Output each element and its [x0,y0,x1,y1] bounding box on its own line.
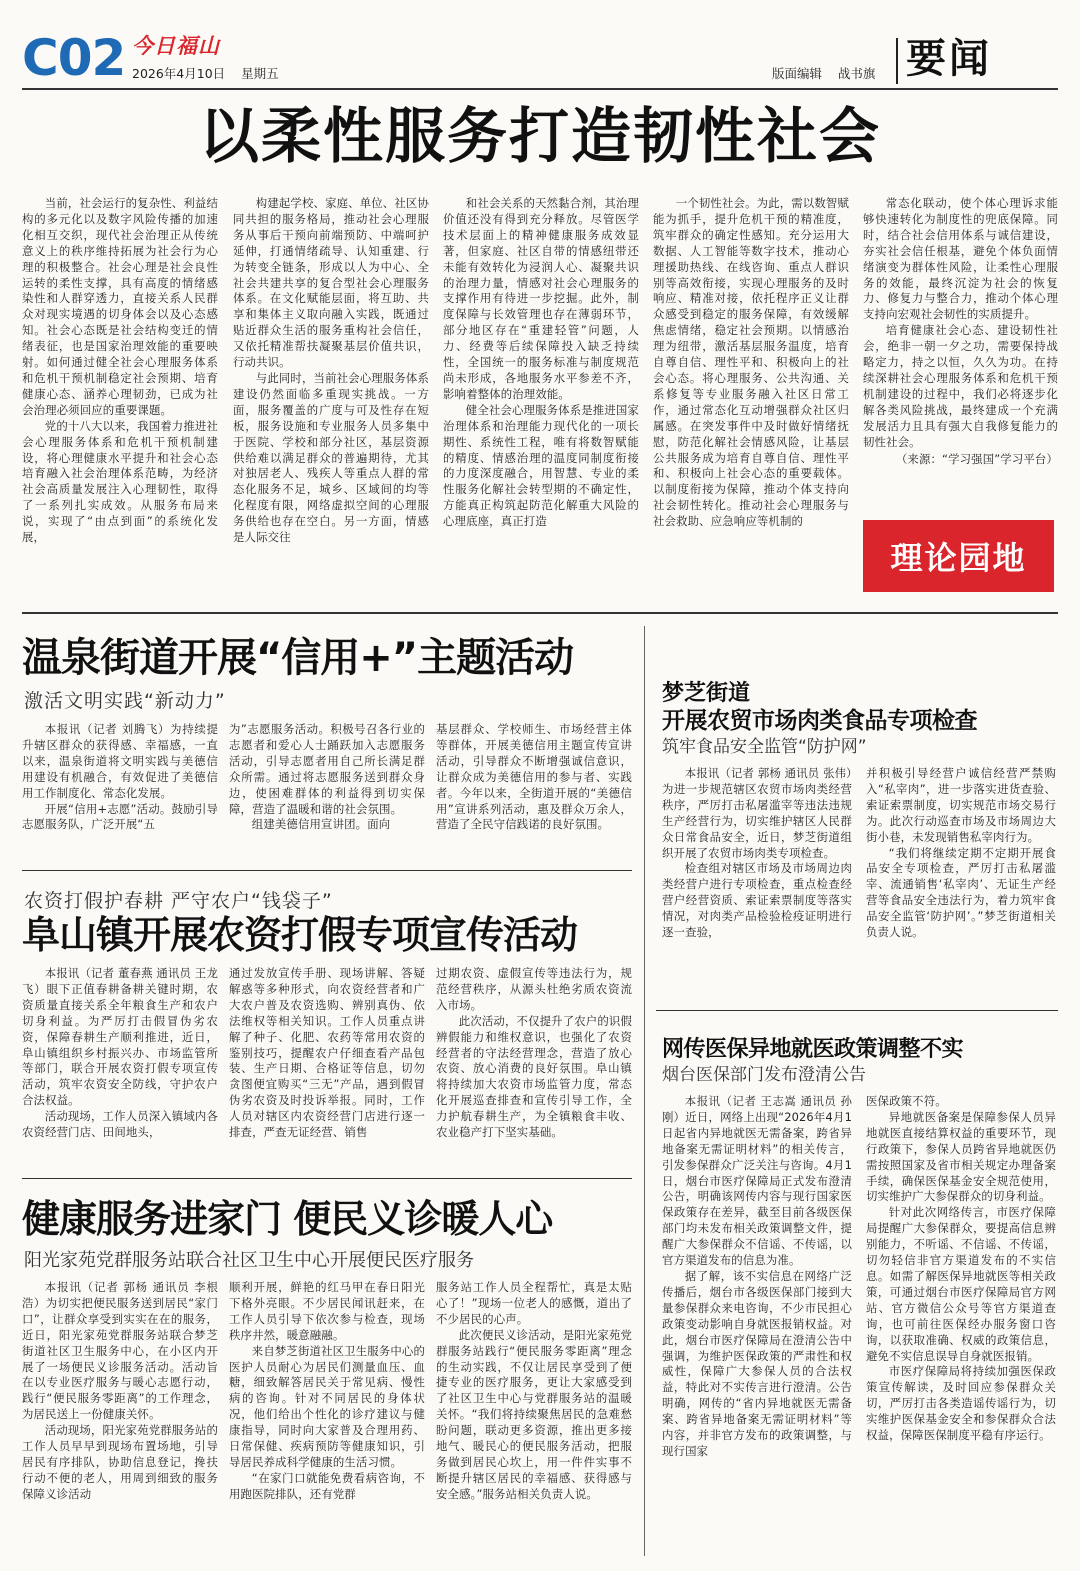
date-text: 2026年4月10日 [132,66,226,81]
a1-subtitle: 激活文明实践“新动力” [24,690,226,712]
paragraph: 过期农资、虚假宣传等违法行为，规范经营秩序，从源头杜绝劣质农资流入市场。 [436,966,632,1012]
paragraph: 检查组对辖区市场及市场周边肉类经营户进行专项检查，重点检查经营户经营资质、索证索票制度等落实情况，对肉类产品检验检疫证明进行逐一查验， [662,861,852,940]
b2-col-2 [866,1094,1056,1444]
theory-tag-text: 理论园地 [890,539,1027,577]
paragraph: 活动现场，工作人员深入镇域内各农资经营门店、田间地头， [22,1109,218,1140]
paragraph: 来自梦芝街道社区卫生服务中心的医护人员耐心为居民们测量血压、血糖，细致解答居民关于常见病、慢性病的咨询。针对不同居民的身体状况，他们给出个性化的诊疗建议与健康指导，同时向大家普及合理用药、日常保健、疾病预防等健康知识，引导居民养成科学健康的生活习惯。 [229,1343,425,1469]
editor-label: 版面编辑 [772,66,823,81]
a2-col-3 [436,966,632,1141]
paragraph: 此次活动，不仅提升了农户的识假辨假能力和维权意识，也强化了农资经营者的守法经营理念，营造了放心农资、放心消费的良好氛围。阜山镇将持续加大农资市场监管力度，常态化开展巡查排查和宣传引导工作，全力护航春耕生产，为全镇粮食丰收、农业稳产打下坚实基础。 [436,1013,632,1140]
a1-col-3 [436,722,632,833]
a2-col-2 [229,966,425,1141]
paragraph: 一个韧性社会。为此，需以数智赋能为抓手，提升危机干预的精准度，筑牢群众的确定性感知。充分运用大数据、人工智能等数字技术，推动心理援助热线、在线咨询、重点人群识别等高效衔接，实现心理服务的及时响应、精准对接，依托程序正义让群众感受到稳定的服务保障，有效缓解焦虑情绪，稳定社会预期。以情感治理为纽带，激活基层服务温度，培育自尊自信、理性平和、积极向上的社会心态。将心理服务、公共沟通、关系修复等专业服务融入社区日常工作，通过常态化互动增强群众社区归属感。在突发事件中及时做好情绪抚慰，防范化解社会情感风险，让基层公共服务成为培育自尊自信、理性平和、积极向上社会心态的重要载体。以制度衔接为保障，推动个体支持向社会韧性转化。推动社会心理服务与社会救助、应急响应等机制的 [653,196,849,529]
paragraph: 基层群众、学校师生、市场经营主体等群体，开展美德信用主题宣传宣讲活动，引导群众不断增强诚信意识，让群众成为美德信用的参与者、实践者。今年以来，全街道开展的“美德信用”宣讲系列活动，惠及群众万余人，营造了全民守信践诺的良好氛围。 [436,722,632,832]
paragraph: 据了解，该不实信息在网络广泛传播后，烟台市各级医保部门接到大量参保群众来电咨询，不少市民担心政策变动影响自身就医报销权益。对此，烟台市医疗保障局在澄清公告中强调，为维护医保政策的严肃性和权威性，保障广大参保人员的合法权益，特此对不实传言进行澄清。公告明确，网传的“省内异地就医无需备案、跨省异地备案无需证明材料”等内容，并非官方发布的政策调整，与现行国家 [662,1268,852,1458]
masthead-rule [22,88,1058,90]
a1-title: 温泉街道开展“信用+”主题活动 [22,635,574,681]
issue-date [132,64,279,82]
paragraph: 异地就医备案是保障参保人员异地就医直接结算权益的重要环节，现行政策下，参保人员跨省异地就医仍需按照国家及省市相关规定办理备案手续，确保医保基金安全规范使用，切实维护广大参保群众的切身利益。 [866,1109,1056,1204]
a1-col-2 [229,722,425,833]
weekday-text: 星期五 [241,66,279,81]
paragraph: 与此同时，当前社会心理服务体系建设仍然面临多重现实挑战。一方面，服务覆盖的广度与可及性存在短板，服务设施和专业服务人员多集中于医院、学校和部分社区，基层资源供给难以满足群众的普遍期待，尤其对独居老人、残疾人等重点人群的常态化服务不足，城乡、区域间的均等化程度有限，网络虚拟空间的心理服务供给也存在空白。另一方面，情感是人际交往 [233,370,429,545]
paragraph: 和社会关系的天然黏合剂，其治理价值还没有得到充分释放。尽管医学技术层面上的精神健康服务成效显著，但家庭、社区自带的情感纽带还未能有效转化为浸润人心、凝聚共识的治理力量，情感对社会心理服务的支撑作用有待进一步挖掘。此外，制度保障与长效管理也存在薄弱环节，部分地区存在“重建轻管”问题，人力、经费等后续保障投入缺乏持续性，全国统一的服务标准与制度规范尚未形成，各地服务水平参差不齐，影响着整体的治理效能。 [443,196,639,401]
page-code: C02 [22,29,126,87]
b1-title-line-1: 梦芝街道 [662,681,751,706]
a3-title: 健康服务进家门 便民义诊暖人心 [22,1197,553,1241]
b1-col-1 [662,766,852,941]
paragraph: 本报讯（记者 刘腾飞）为持续提升辖区群众的获得感、幸福感，一直以来，温泉街道将文明实践与美德信用建设有机融合，有效促进了美德信用工作制度化、常态化发展。 [22,722,218,800]
source-note: （来源：“学习强国”学习平台） [895,451,1058,466]
a2-kicker: 农资打假护春耕 严守农户“钱袋子” [24,890,333,912]
a3-col-1 [22,1280,218,1503]
theory-col-1 [22,196,218,546]
paragraph: 培育健康社会心态、建设韧性社会，绝非一朝一夕之功，需要保持战略定力，持之以恒，久久为功。在持续深耕社会心理服务体系和危机干预机制建设的过程中，我们必将逐步化解各类风险挑战，最终建成一个充满发展活力且具有强大自我修复能力的韧性社会。 [863,323,1058,449]
b2-subtitle: 烟台医保部门发布澄清公告 [662,1065,866,1085]
a3-col-2 [229,1280,425,1503]
b1-col-2 [866,766,1056,941]
theory-col-5 [863,196,1058,467]
paragraph: 常态化联动，使个体心理诉求能够快速转化为制度性的兜底保障。同时，结合社会信用体系与诚信建设，夯实社会信任根基，避免个体负面情绪演变为群体性风险，让柔性心理服务的效能，最终沉淀为社会的恢复力、修复力与整合力，推动个体心理支持向宏观社会韧性的实质提升。 [863,196,1058,322]
paragraph: 本报讯（记者 王志嵩 通讯员 孙刚）近日，网络上出现“2026年4月1日起省内异地就医无需备案，跨省异地备案无需证明材料”的相关传言，引发参保群众广泛关注与咨询。4月1日，烟台市医疗保障局正式发布澄清公告，明确该网传内容与现行国家医保政策存在差异，截至目前各级医保部门均未发布相关政策调整文件，提醒广大参保群众不信谣、不传谣，以官方渠道发布的信息为准。 [662,1094,852,1268]
paragraph: 本报讯（记者 郭杨 通讯员 李根浩）为切实把便民服务送到居民“家门口”，让群众享受到实实在在的服务，近日，阳光家苑党群服务站联合梦芝街道社区卫生服务中心，在小区内开展了一场便民义诊服务活动。活动旨在以专业医疗服务与暖心志愿行动，践行“便民服务零距离”的工作理念，为居民送上一份健康关怀。 [22,1280,218,1422]
theory-col-4 [653,196,849,530]
paragraph: “在家门口就能免费看病咨询，不用跑医院排队，还有党群 [229,1470,425,1501]
paragraph: 顺利开展，鲜艳的红马甲在春日阳光下格外亮眼。不少居民闻讯赶来，在工作人员引导下依次参与检查，现场秩序井然，暖意融融。 [229,1280,425,1342]
a2-col-1 [22,966,218,1141]
section-rule [22,612,1058,614]
a3-col-3 [436,1280,632,1503]
a2-title: 阜山镇开展农资打假专项宣传活动 [22,913,578,957]
left-rule-2 [22,1178,632,1179]
theory-col-3 [443,196,639,530]
paper-logo: 今日福山 [132,33,220,58]
paragraph: 党的十八大以来，我国着力推进社会心理服务体系和危机干预机制建设，将心理健康水平提升和社会心态培育融入社会治理体系范畴，为经济社会高质量发展注入心理韧性，取得了一系列扎实成效。从服务布局来说，实现了“由点到面”的系统化发展， [22,418,218,545]
section-label: 要闻 [906,36,992,82]
paragraph: 并积极引导经营户诚信经营严禁购入“私宰肉”，进一步落实进货查验、索证索票制度，切实规范市场交易行为。此次行动巡查市场及市场周边大街小巷，未发现销售私宰肉行为。 [866,766,1056,844]
paragraph: 通过发放宣传手册、现场讲解、答疑解惑等多种形式，向农资经营者和广大农户普及农资选购、辨别真伪、依法维权等相关知识。工作人员重点讲解了种子、化肥、农药等常用农资的鉴别技巧，提醒农户仔细查看产品包装、生产日期、合格证等信息，切勿贪图便宜购买“三无”产品，遇到假冒伪劣农资及时投诉举报。同时，工作人员对辖区内农资经营门店进行逐一排查，严查无证经营、销售 [229,966,425,1140]
paragraph: 开展“信用+志愿”活动。鼓励引导志愿服务队，广泛开展“五 [22,801,218,832]
paragraph: 此次便民义诊活动，是阳光家苑党群服务站践行“便民服务零距离”理念的生动实践，不仅让居民享受到了便捷专业的医疗服务，更让大家感受到了社区卫生中心与党群服务站的温暖关怀。“我们将持续聚焦居民的急难愁盼问题，联动更多资源，推出更多接地气、暖民心的便民服务活动，把服务做到居民心坎上，用一件件实事不断提升辖区居民的幸福感、获得感与安全感。”服务站相关负责人说。 [436,1327,632,1501]
paragraph: 活动现场，阳光家苑党群服务站的工作人员早早到现场布置场地，引导居民有序排队，协助信息登记，搀扶行动不便的老人，用周到细致的服务保障义诊活动 [22,1423,218,1501]
paragraph: 本报讯（记者 董春燕 通讯员 王龙飞）眼下正值春耕备耕关键时期，农资质量直接关系全年粮食生产和农户切身利益。为严厉打击假冒伪劣农资，保障春耕生产顺利推进，近日，阜山镇组织乡村振兴办、市场监管所等部门，联合开展农资打假专项宣传活动，筑牢农资安全防线，守护农户合法权益。 [22,966,218,1108]
paragraph: 组建美德信用宣讲团。面向 [251,817,391,832]
paragraph: 市医疗保障局将持续加强医保政策宣传解读，及时回应参保群众关切，严厉打击各类造谣传谣行为，切实维护医保基金安全和参保群众合法权益，保障医保制度平稳有序运行。 [866,1364,1056,1443]
b2-col-1 [662,1094,852,1460]
editor-name: 战书旗 [837,66,876,81]
theory-col-2 [233,196,429,546]
b2-title: 网传医保异地就医政策调整不实 [662,1037,964,1062]
b1-title-line-2: 开展农贸市场肉类食品专项检查 [662,708,977,734]
paragraph: 本报讯（记者 郭杨 通讯员 张伟）为进一步规范辖区农贸市场肉类经营秩序，严厉打击私屠滥宰等违法违规生产经营行为，切实维护辖区人民群众日常食品安全，近日，梦芝街道组织开展了农贸市场肉类专项检查。 [662,766,852,860]
paragraph: “我们将继续定期不定期开展食品安全专项检查，严厉打击私屠滥宰、流通销售‘私宰肉’、无证生产经营等食品安全违法行为，着力筑牢食品安全监管‘防护网’。”梦芝街道相关负责人说。 [866,845,1056,940]
paragraph: 健全社会心理服务体系是推进国家治理体系和治理能力现代化的一项长期性、系统性工程，唯有将数智赋能的精度、情感治理的温度同制度衔接的力度深度融合，用智慧、专业的柔性服务化解社会转型期的不确定性，方能真正构筑起防范化解重大风险的心理底座，真正打造 [443,402,639,529]
paragraph: 为”志愿服务活动。积极号召各行业的志愿者和爱心人士踊跃加入志愿服务活动，引导志愿者用自己所长满足群众所需。通过将志愿服务送到群众身边，使困难群体的利益得到切实保障，营造了温暖和谐的社会氛围。 [229,722,425,816]
paragraph: 医保政策不符。 [866,1094,947,1108]
right-rule [656,1010,1058,1011]
paragraph: 当前，社会运行的复杂性、利益结构的多元化以及数字风险传播的加速化相互交织，现代社会治理正从传统意义上的秩序维持拓展为社会行为心理的积极整合。社会心理是社会良性运转的柔性支撑，具有高度的情绪感染性和人群穿透力，直接关系人民群众对现实境遇的切身体会以及心态感知。社会心态既是社会结构变迁的情绪表征，也是国家治理效能的重要映射。如何通过健全社会心理服务体系和危机干预机制稳定社会预期、培育健康心态、涵养心理韧劲，已成为社会治理必须回应的重要课题。 [22,196,218,417]
paragraph: 服务站工作人员全程帮忙，真是太贴心了！”现场一位老人的感慨，道出了不少居民的心声。 [436,1280,632,1326]
paragraph: 构建起学校、家庭、单位、社区协同共担的服务格局，推动社会心理服务从事后干预向前端预防、中端呵护延伸，打通情绪疏导、认知重建、行为转变全链条，形成以人为中心、全社会共建共享的复合型社会心理服务体系。在文化赋能层面，将互助、共享和集体主义取向融入实践，既通过贴近群众生活的服务重构社会信任，又依托精准帮扶凝聚基层价值共识，行动共识。 [233,196,429,370]
a3-subtitle: 阳光家苑党群服务站联合社区卫生中心开展便民医疗服务 [24,1250,474,1271]
editor-credit [772,64,875,82]
paragraph: 针对此次网络传言，市医疗保障局提醒广大参保群众，要提高信息辨别能力，不听谣、不信谣、不传谣，切勿轻信非官方渠道发布的不实信息。如需了解医保异地就医等相关政策，可通过烟台市医疗保障局官方网站、官方微信公众号等官方渠道查询，也可前往医保经办服务窗口咨询，以获取准确、权威的政策信息，避免不实信息误导自身就医报销。 [866,1205,1056,1363]
theory-title: 以柔性服务打造韧性社会 [199,102,881,172]
left-rule-1 [22,870,632,871]
a1-col-1 [22,722,218,833]
theory-tag [863,520,1054,592]
column-divider [644,626,645,1556]
b1-subtitle: 筑牢食品安全监管“防护网” [662,737,867,757]
section-divider [896,38,898,84]
